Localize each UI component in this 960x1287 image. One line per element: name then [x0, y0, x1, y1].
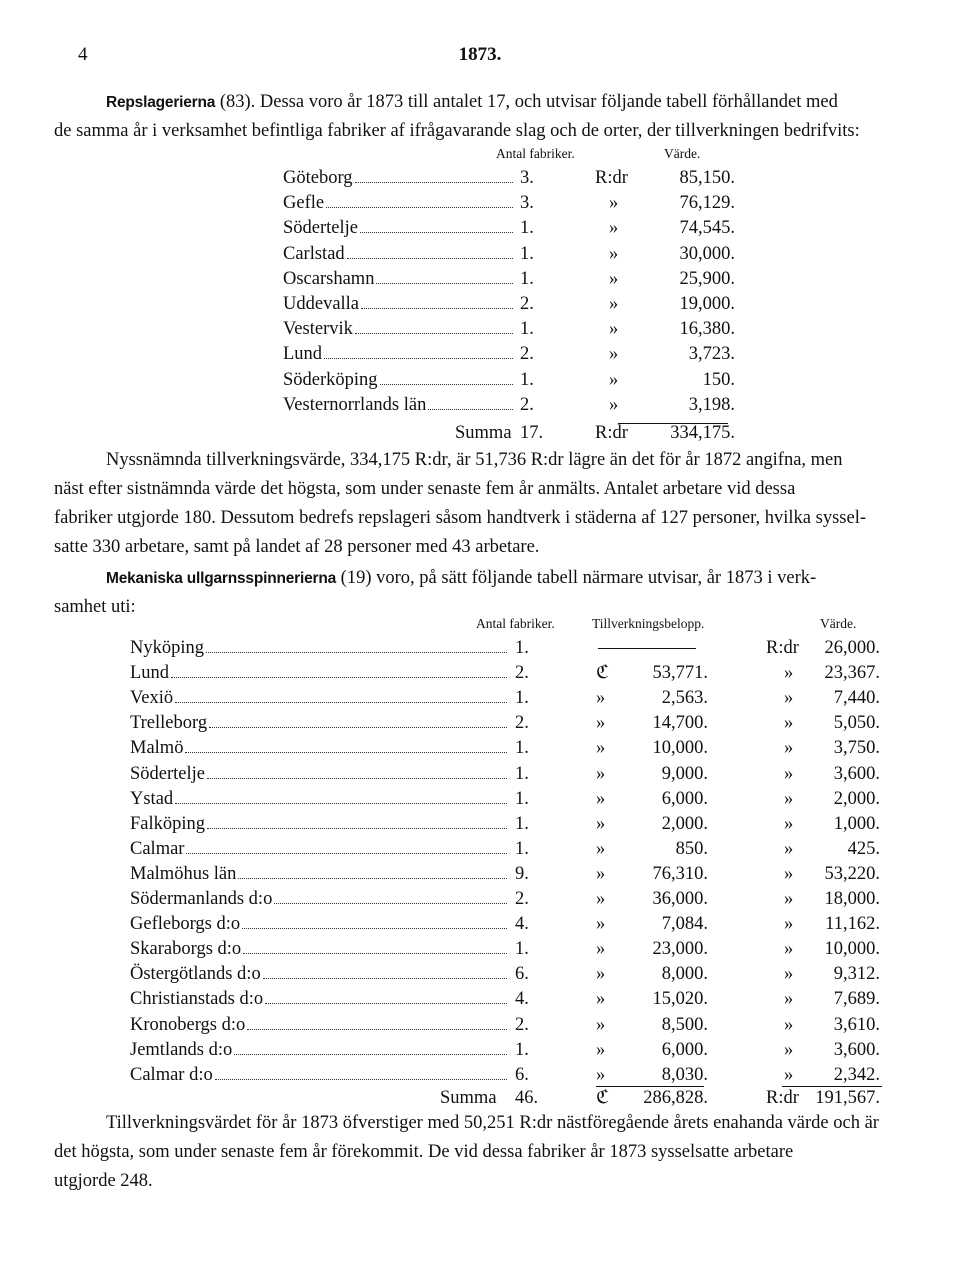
- value-prefix: »: [784, 813, 794, 834]
- place-cell: [283, 191, 516, 216]
- value-prefix: »: [784, 688, 794, 709]
- place-name: Oscarshamn: [283, 268, 375, 289]
- value-cell: 150.: [702, 369, 735, 390]
- value-cell: 7,440.: [833, 688, 880, 709]
- amount-cell: 6,000.: [661, 788, 708, 809]
- place-name: Nyköping: [130, 638, 204, 658]
- value-prefix: »: [784, 763, 794, 784]
- count-cell: 1.: [515, 939, 529, 960]
- dot-leader: [376, 283, 513, 284]
- value-cell: 1,000.: [833, 813, 880, 834]
- section2-text-line: det högsta, som under senaste fem år förekommit. De vid dessa fabriker år 1873 sysselsatte arbetare: [54, 1142, 794, 1162]
- place-name: Kronobergs d:o: [130, 1014, 246, 1035]
- dot-leader: [355, 333, 513, 334]
- summa-amount: 286,828.: [643, 1088, 708, 1108]
- section2-text: [54, 1109, 960, 1196]
- section1-text: [54, 446, 960, 562]
- place-name: Malmöhus län: [130, 863, 237, 884]
- section2-text-line: Tillverkningsvärdet för år 1873 öfverstiger med 50,251 R:dr nästföregående årets enahanda värde och är: [106, 1113, 879, 1133]
- place-name: Skaraborgs d:o: [130, 939, 242, 960]
- summa-value: 191,567.: [815, 1088, 880, 1108]
- summa-label: Summa: [455, 423, 512, 443]
- value-prefix: »: [784, 1039, 794, 1060]
- place-name: Trelleborg: [130, 713, 208, 734]
- table2-header-count: Antal fabriker.: [476, 616, 555, 631]
- dot-leader: [265, 1003, 507, 1004]
- value-cell: 76,129.: [679, 193, 735, 214]
- dot-leader: [428, 409, 513, 410]
- place-name: Ystad: [130, 788, 174, 809]
- no-amount-dash: [598, 648, 696, 649]
- section1-text-line: fabriker utgjorde 180. Dessutom bedrefs repslageri såsom handtverk i städerna af 127 personer, hvilka syssel-: [54, 508, 866, 528]
- count-cell: 2.: [515, 1014, 529, 1035]
- amount-prefix: »: [596, 713, 606, 734]
- dot-leader: [274, 903, 507, 904]
- place-name: Uddevalla: [283, 294, 360, 314]
- place-name: Malmö: [130, 738, 184, 759]
- value-prefix: »: [784, 914, 794, 935]
- count-cell: 6.: [515, 964, 529, 985]
- section1-intro-line: de samma år i verksamhet befintliga fabriker af ifrågavarande slag och de orter, der tillverkningen bedrifvits:: [54, 121, 860, 141]
- table1-header-count: Antal fabriker.: [496, 146, 575, 161]
- place-cell: [130, 1063, 510, 1088]
- dot-leader: [380, 384, 513, 385]
- place-cell: [283, 267, 516, 292]
- amount-cell: 8,000.: [661, 964, 708, 985]
- dot-leader: [324, 358, 513, 359]
- dot-leader: [234, 1054, 507, 1055]
- value-cell: 11,162.: [825, 914, 880, 935]
- place-name: Söderköping: [283, 369, 378, 390]
- value-cell: 74,545.: [679, 218, 735, 239]
- amount-cell: 15,020.: [652, 989, 708, 1010]
- value-cell: 3,600.: [833, 763, 880, 784]
- value-cell: 3,750.: [833, 738, 880, 759]
- place-name: Calmar: [130, 838, 185, 859]
- section1-intro-line: (83). Dessa voro år 1873 till antalet 17, och utvisar följande tabell förhållandet med: [219, 92, 838, 112]
- amount-prefix: »: [596, 914, 606, 935]
- place-name: Lund: [130, 663, 170, 684]
- dot-leader: [209, 727, 507, 728]
- place-cell: [283, 292, 516, 317]
- value-cell: 18,000.: [824, 889, 880, 909]
- value-cell: 23,367.: [824, 663, 880, 684]
- value-cell: 3,198.: [688, 394, 735, 415]
- value-prefix: »: [784, 964, 794, 985]
- count-cell: 1.: [515, 638, 529, 658]
- amount-cell: 9,000.: [661, 763, 708, 784]
- value-prefix: »: [609, 218, 619, 239]
- place-name: Södertelje: [283, 218, 359, 239]
- count-cell: 2.: [520, 294, 534, 314]
- value-prefix: R:dr: [595, 168, 628, 188]
- value-cell: 2,000.: [833, 788, 880, 809]
- value-prefix: »: [609, 268, 619, 289]
- place-name: Christianstads d:o: [130, 989, 264, 1010]
- dot-leader: [355, 182, 513, 183]
- amount-cell: 8,500.: [661, 1014, 708, 1035]
- value-cell: 16,380.: [679, 319, 735, 340]
- place-name: Göteborg: [283, 168, 353, 188]
- place-cell: [130, 711, 510, 736]
- section1-text-line: satte 330 arbetare, samt på landet af 28 personer med 43 arbetare.: [54, 537, 540, 557]
- section2-lead: Mekaniska ullgarnsspinnerierna: [106, 570, 337, 587]
- summa-prefix: R:dr: [595, 423, 628, 443]
- amount-prefix: »: [596, 863, 606, 884]
- amount-prefix: »: [596, 1039, 606, 1060]
- place-cell: [283, 342, 516, 367]
- place-cell: [130, 837, 510, 862]
- place-cell: [130, 812, 510, 837]
- dot-leader: [175, 702, 507, 703]
- place-name: Gefleborgs d:o: [130, 914, 241, 935]
- value-cell: 26,000.: [824, 638, 880, 658]
- place-cell: [283, 166, 516, 191]
- amount-cell: 2,563.: [661, 688, 708, 709]
- amount-prefix: »: [596, 939, 606, 960]
- amount-cell: 7,084.: [661, 914, 708, 935]
- value-prefix: »: [784, 738, 794, 759]
- dot-leader: [215, 1079, 507, 1080]
- place-name: Södertelje: [130, 763, 206, 784]
- place-cell: [130, 887, 510, 912]
- value-prefix: »: [784, 1014, 794, 1035]
- count-cell: 1.: [515, 763, 529, 784]
- value-prefix: »: [784, 663, 794, 684]
- summa-amount-prefix: ℭ: [596, 1088, 610, 1108]
- value-prefix: »: [609, 344, 619, 365]
- count-cell: 2.: [520, 394, 534, 415]
- amount-prefix: »: [596, 763, 606, 784]
- dot-leader: [185, 752, 507, 753]
- count-cell: 1.: [515, 1039, 529, 1060]
- place-cell: [283, 216, 516, 241]
- summa-count: 17.: [520, 423, 544, 443]
- amount-prefix: »: [596, 688, 606, 709]
- section1-lead: Repslagerierna: [106, 94, 216, 111]
- place-cell: [130, 762, 510, 787]
- value-cell: 10,000.: [824, 939, 880, 960]
- place-cell: [130, 661, 510, 686]
- amount-prefix: »: [596, 738, 606, 759]
- count-cell: 9.: [515, 863, 529, 884]
- place-name: Jemtlands d:o: [130, 1039, 233, 1060]
- count-cell: 1.: [520, 268, 534, 289]
- dot-leader: [171, 677, 507, 678]
- place-cell: [130, 987, 510, 1012]
- section1-text-line: Nyssnämnda tillverkningsvärde, 334,175 R:dr, är 51,736 R:dr lägre än det för år 1872 angifna, men: [106, 450, 843, 470]
- dot-leader: [347, 258, 513, 259]
- place-name: Vesternorrlands län: [283, 394, 427, 415]
- count-cell: 2.: [515, 663, 529, 684]
- count-cell: 6.: [515, 1064, 529, 1085]
- count-cell: 1.: [520, 369, 534, 390]
- value-cell: 9,312.: [833, 964, 880, 985]
- amount-prefix: »: [596, 1014, 606, 1035]
- value-prefix: »: [609, 369, 619, 390]
- amount-prefix: »: [596, 838, 606, 859]
- place-name: Gefle: [283, 193, 325, 214]
- amount-prefix: »: [596, 989, 606, 1010]
- place-cell: [283, 393, 516, 418]
- dot-leader: [207, 778, 507, 779]
- place-cell: [130, 1013, 510, 1038]
- value-cell: 53,220.: [824, 863, 880, 884]
- amount-cell: 76,310.: [652, 863, 708, 884]
- value-prefix: »: [784, 1064, 794, 1085]
- amount-cell: 14,700.: [652, 713, 708, 734]
- value-cell: 3,600.: [833, 1039, 880, 1060]
- value-cell: 425.: [847, 838, 880, 859]
- value-prefix: »: [784, 939, 794, 960]
- amount-prefix: »: [596, 889, 606, 909]
- value-cell: 19,000.: [679, 294, 735, 314]
- value-prefix: »: [609, 294, 619, 314]
- count-cell: 1.: [515, 688, 529, 709]
- count-cell: 1.: [515, 838, 529, 859]
- value-cell: 85,150.: [679, 168, 735, 188]
- value-prefix: »: [784, 989, 794, 1010]
- place-cell: [130, 962, 510, 987]
- dot-leader: [186, 853, 507, 854]
- amount-prefix: »: [596, 964, 606, 985]
- count-cell: 3.: [520, 168, 534, 188]
- amount-prefix: »: [596, 788, 606, 809]
- place-cell: [130, 862, 510, 887]
- table2-header-value: Värde.: [820, 616, 857, 631]
- amount-prefix: ℭ: [596, 663, 610, 684]
- table2-header-amount: Tillverkningsbelopp.: [592, 616, 705, 631]
- place-cell: [283, 242, 516, 267]
- place-cell: [283, 368, 516, 393]
- value-cell: 7,689.: [833, 989, 880, 1010]
- place-cell: [130, 912, 510, 937]
- count-cell: 2.: [515, 889, 529, 909]
- value-cell: 30,000.: [679, 243, 735, 264]
- value-prefix: »: [609, 394, 619, 415]
- section2-intro-line: samhet uti:: [54, 597, 136, 617]
- place-name: Vestervik: [283, 319, 353, 340]
- dot-leader: [242, 928, 507, 929]
- place-name: Östergötlands d:o: [130, 964, 261, 985]
- value-prefix: »: [784, 713, 794, 734]
- value-prefix: R:dr: [766, 638, 799, 658]
- value-prefix: »: [609, 243, 619, 264]
- place-cell: [130, 787, 510, 812]
- count-cell: 4.: [515, 914, 529, 935]
- value-cell: 5,050.: [833, 713, 880, 734]
- place-cell: [130, 636, 510, 661]
- section2-text-line: utgjorde 248.: [54, 1171, 153, 1191]
- dot-leader: [326, 207, 513, 208]
- value-cell: 3,610.: [833, 1014, 880, 1035]
- value-prefix: »: [784, 889, 794, 909]
- place-cell: [130, 937, 510, 962]
- place-name: Calmar d:o: [130, 1064, 213, 1085]
- count-cell: 1.: [515, 738, 529, 759]
- value-prefix: »: [784, 863, 794, 884]
- section1-intro: [54, 88, 960, 146]
- summa-label: Summa: [440, 1088, 497, 1108]
- value-cell: 3,723.: [688, 344, 735, 365]
- count-cell: 2.: [515, 713, 529, 734]
- summa-value: 334,175.: [670, 423, 735, 443]
- place-cell: [130, 736, 510, 761]
- dot-leader: [243, 953, 507, 954]
- place-name: Södermanlands d:o: [130, 889, 273, 909]
- section1-text-line: näst efter sistnämnda värde det högsta, som under senaste fem år anmälts. Antalet arbetare vid dessa: [54, 479, 796, 499]
- amount-cell: 23,000.: [652, 939, 708, 960]
- place-cell: [283, 317, 516, 342]
- page-year-heading: 1873.: [458, 44, 502, 65]
- amount-cell: 36,000.: [652, 889, 708, 909]
- count-cell: 1.: [515, 788, 529, 809]
- section2-intro: [54, 564, 960, 622]
- count-cell: 1.: [520, 319, 534, 340]
- dot-leader: [207, 828, 507, 829]
- dot-leader: [263, 978, 507, 979]
- value-prefix: »: [784, 788, 794, 809]
- table1-header-value: Värde.: [664, 146, 701, 161]
- count-cell: 3.: [520, 193, 534, 214]
- dot-leader: [247, 1029, 507, 1030]
- place-name: Falköping: [130, 813, 206, 834]
- amount-cell: 8,030.: [661, 1064, 708, 1085]
- value-prefix: »: [609, 319, 619, 340]
- dot-leader: [206, 652, 507, 653]
- amount-cell: 6,000.: [661, 1039, 708, 1060]
- place-cell: [130, 686, 510, 711]
- count-cell: 2.: [520, 344, 534, 365]
- page-number: 4: [78, 44, 88, 65]
- value-cell: 2,342.: [833, 1064, 880, 1085]
- dot-leader: [238, 878, 507, 879]
- amount-prefix: »: [596, 813, 606, 834]
- section2-intro-line: (19) voro, på sätt följande tabell närmare utvisar, år 1873 i verk-: [340, 568, 817, 588]
- amount-cell: 2,000.: [661, 813, 708, 834]
- count-cell: 1.: [515, 813, 529, 834]
- place-name: Carlstad: [283, 243, 345, 264]
- amount-cell: 53,771.: [652, 663, 708, 684]
- amount-cell: 850.: [675, 838, 708, 859]
- summa-count: 46.: [515, 1088, 539, 1108]
- place-name: Lund: [283, 344, 323, 365]
- amount-prefix: »: [596, 1064, 606, 1085]
- count-cell: 4.: [515, 989, 529, 1010]
- dot-leader: [361, 308, 513, 309]
- count-cell: 1.: [520, 243, 534, 264]
- dot-leader: [360, 232, 513, 233]
- value-prefix: »: [784, 838, 794, 859]
- value-cell: 25,900.: [679, 268, 735, 289]
- amount-cell: 10,000.: [652, 738, 708, 759]
- place-name: Vexiö: [130, 688, 174, 709]
- summa-value-prefix: R:dr: [766, 1088, 799, 1108]
- value-prefix: »: [609, 193, 619, 214]
- count-cell: 1.: [520, 218, 534, 239]
- dot-leader: [175, 803, 507, 804]
- place-cell: [130, 1038, 510, 1063]
